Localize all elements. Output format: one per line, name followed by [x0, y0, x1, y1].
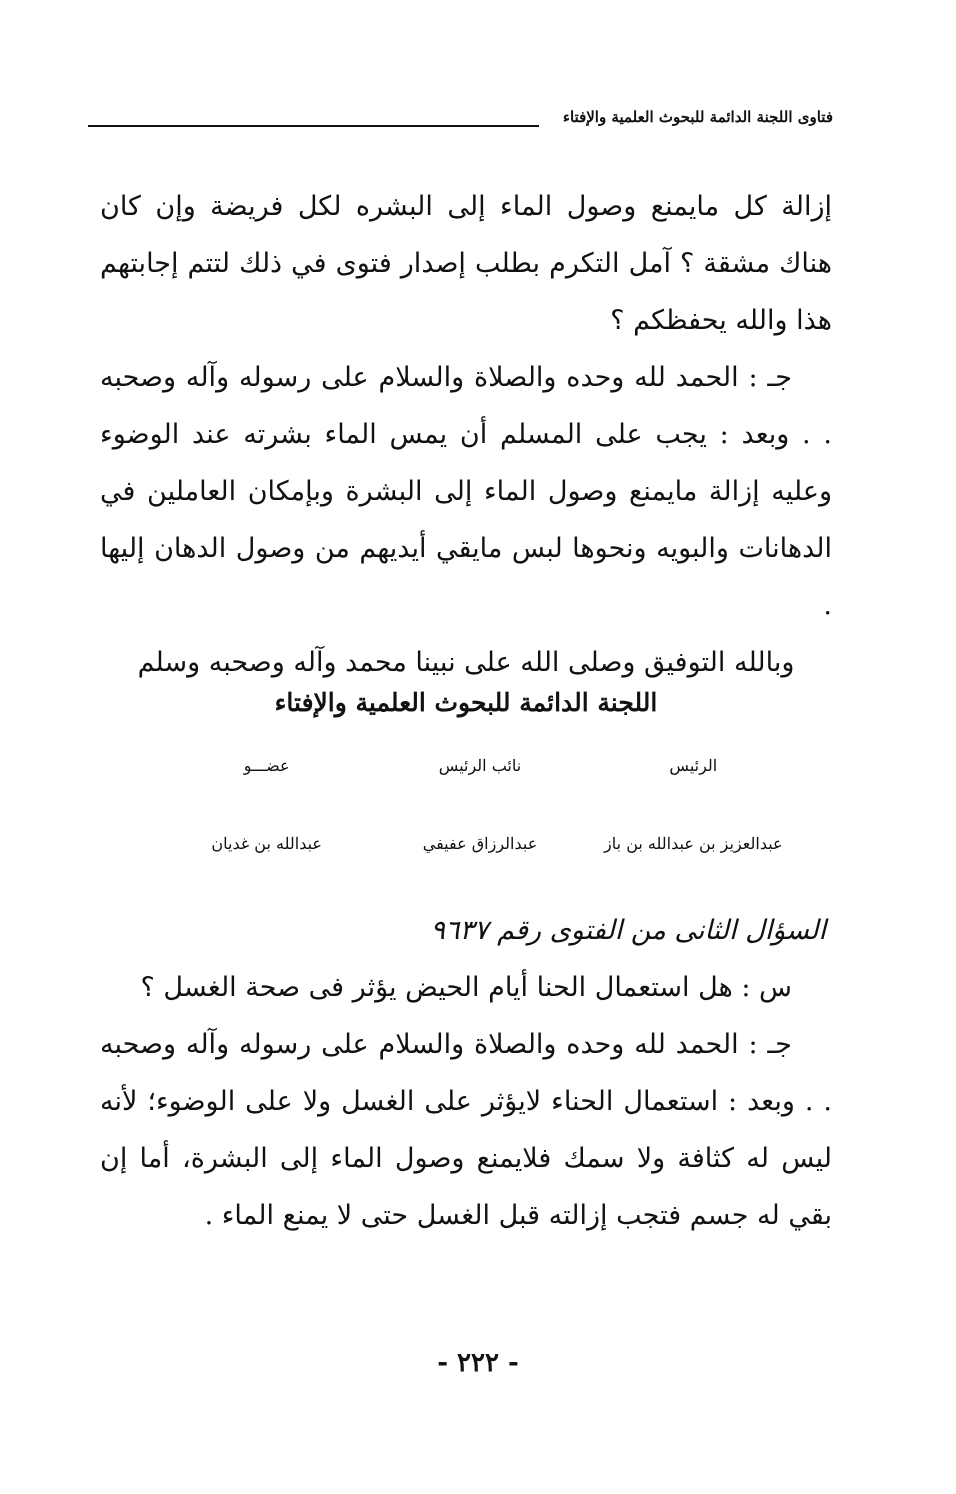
title-president: الرئيس [669, 756, 718, 775]
title-member: عضـــو [243, 756, 290, 775]
name-president: عبدالعزيز بن عبدالله بن باز [604, 834, 783, 853]
running-header [88, 102, 833, 132]
question-1-text: إزالة كل مايمنع وصول الماء إلى البشره لكل فريضة وإن كان هناك مشقة ؟ آمل التكرم بطلب إصدار فتوى في ذلك لتتم إجابتهم هذا والله يحفظكم ؟ [100, 191, 832, 336]
name-member: عبدالله بن غديان [211, 834, 322, 853]
header-rule [88, 125, 539, 127]
answer-1-text: جـ : الحمد لله وحده والصلاة والسلام على رسوله وآله وصحبه . . وبعد : يجب على المسلم أن يمس الماء بشرته عند الوضوء وعليه إزالة مايمنع وصول الماء إلى البشرة وبإمكان العاملين في الدهانات والبويه ونحوها لبس مايقي أيديهم من وصول الدهان إليها . [100, 362, 832, 621]
name-vice-president: عبدالرزاق عفيفي [422, 834, 538, 853]
closing-prayer: وبالله التوفيق وصلى الله على نبينا محمد وآله وصحبه وسلم [137, 647, 795, 678]
signature-names [160, 834, 800, 853]
header-title: فتاوى اللجنة الدائمة للبحوث العلمية والإفتاء [562, 108, 833, 126]
answer-2-text: جـ : الحمد لله وحده والصلاة والسلام على رسوله وآله وصحبه . . وبعد : استعمال الحناء لايؤثر على الغسل ولا على الوضوء؛ لأنه ليس له كثافة ولا سمك فلايمنع وصول الماء إلى البشرة، أما إن بقي له جسم فتجب إزالته قبل الغسل حتى لا يمنع الماء . [100, 1029, 832, 1231]
title-vice-president: نائب الرئيس [438, 756, 522, 775]
question-2-text: س : هل استعمال الحنا أيام الحيض يؤثر فى صحة الغسل ؟ [140, 972, 792, 1003]
page-number: - ٢٢٢ - [437, 1348, 519, 1378]
committee-name: اللجنة الدائمة للبحوث العلمية والإفتاء [274, 688, 658, 717]
question-1-body [100, 178, 832, 691]
question-2-heading: السؤال الثانى من الفتوى رقم ٩٦٣٧ [430, 915, 826, 946]
question-2-block [100, 902, 832, 1244]
signature-titles [160, 756, 800, 775]
